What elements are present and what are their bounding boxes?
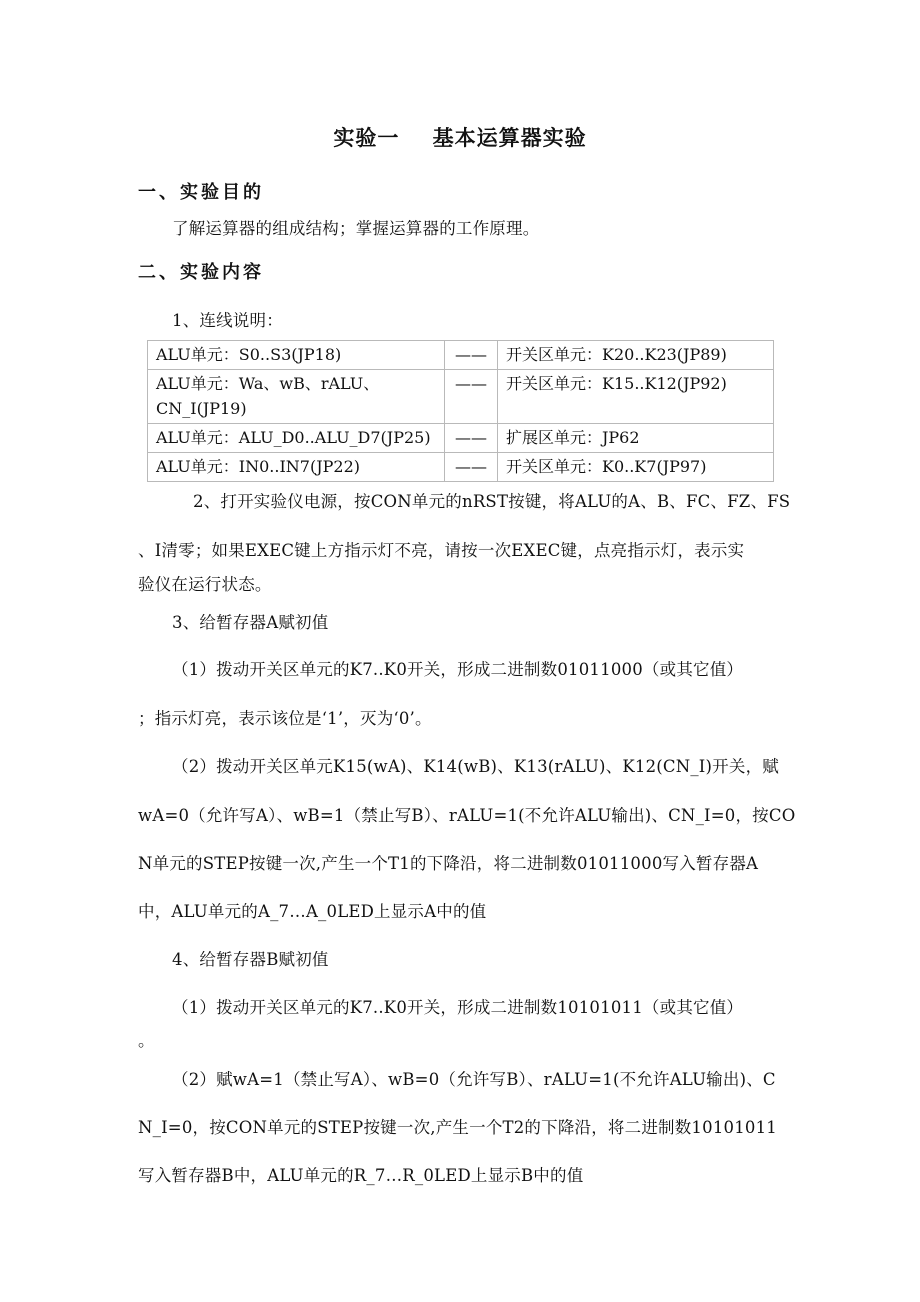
step2-line: 2、打开实验仪电源，按CON单元的nRST按键，将ALU的A、B、FC、FZ、FS bbox=[193, 492, 791, 511]
item1-label: 1、连线说明： bbox=[172, 311, 283, 330]
table-cell: —— bbox=[445, 341, 498, 370]
purpose-text: 了解运算器的组成结构；掌握运算器的工作原理。 bbox=[172, 219, 540, 238]
step4-2-line: 写入暂存器B中，ALU单元的R_7…R_0LED上显示B中的值 bbox=[138, 1166, 584, 1185]
table-cell: —— bbox=[445, 453, 498, 482]
step4-1-line: 。 bbox=[138, 1031, 155, 1050]
step4-2-line: （2）赋wA=1（禁止写A）、wB=0（允许写B）、rALU=1(不允许ALU输出)、C bbox=[172, 1070, 776, 1089]
step3-1-line: ；指示灯亮，表示该位是‘1’，灭为‘0’。 bbox=[138, 709, 432, 728]
table-cell: 开关区单元：K15..K12(JP92) bbox=[498, 370, 774, 424]
step3-2-line: （2）拨动开关区单元K15(wA)、K14(wB)、K13(rALU)、K12(CN_I)开关，赋 bbox=[172, 757, 779, 776]
table-row bbox=[148, 370, 774, 424]
step3-label: 3、给暂存器A赋初值 bbox=[172, 613, 329, 632]
table-row bbox=[148, 341, 774, 370]
wiring-table bbox=[147, 340, 774, 482]
table-cell: 开关区单元：K0..K7(JP97) bbox=[498, 453, 774, 482]
section-heading-content: 二、实验内容 bbox=[138, 262, 264, 283]
step2-line: 验仪在运行状态。 bbox=[138, 575, 272, 594]
table-cell: ALU单元：IN0..IN7(JP22) bbox=[148, 453, 445, 482]
step4-label: 4、给暂存器B赋初值 bbox=[172, 950, 329, 969]
step4-2-line: N_I=0，按CON单元的STEP按键一次,产生一个T2的下降沿，将二进制数10101011 bbox=[138, 1118, 778, 1137]
section-heading-purpose: 一、实验目的 bbox=[138, 182, 264, 203]
step4-1-line: （1）拨动开关区单元的K7..K0开关，形成二进制数10101011（或其它值） bbox=[172, 998, 744, 1017]
table-cell: 开关区单元：K20..K23(JP89) bbox=[498, 341, 774, 370]
table-cell: 扩展区单元：JP62 bbox=[498, 424, 774, 453]
page-title: 实验一 基本运算器实验 bbox=[333, 125, 587, 150]
table-cell: —— bbox=[445, 424, 498, 453]
table-row bbox=[148, 453, 774, 482]
table-cell: —— bbox=[445, 370, 498, 424]
step3-2-line: 中，ALU单元的A_7…A_0LED上显示A中的值 bbox=[138, 902, 487, 921]
table-cell: ALU单元：ALU_D0..ALU_D7(JP25) bbox=[148, 424, 445, 453]
step2-line: 、I清零；如果EXEC键上方指示灯不亮，请按一次EXEC键，点亮指示灯，表示实 bbox=[138, 541, 745, 560]
table-cell: ALU单元：S0..S3(JP18) bbox=[148, 341, 445, 370]
step3-1-line: （1）拨动开关区单元的K7..K0开关，形成二进制数01011000（或其它值） bbox=[172, 660, 744, 679]
table-row bbox=[148, 424, 774, 453]
step3-2-line: N单元的STEP按键一次,产生一个T1的下降沿，将二进制数01011000写入暂存器A bbox=[138, 854, 759, 873]
step3-2-line: wA=0（允许写A）、wB=1（禁止写B）、rALU=1(不允许ALU输出)、CN_I=0，按CO bbox=[138, 806, 796, 825]
table-cell: ALU单元：Wa、wB、rALU、CN_I(JP19) bbox=[148, 370, 445, 424]
